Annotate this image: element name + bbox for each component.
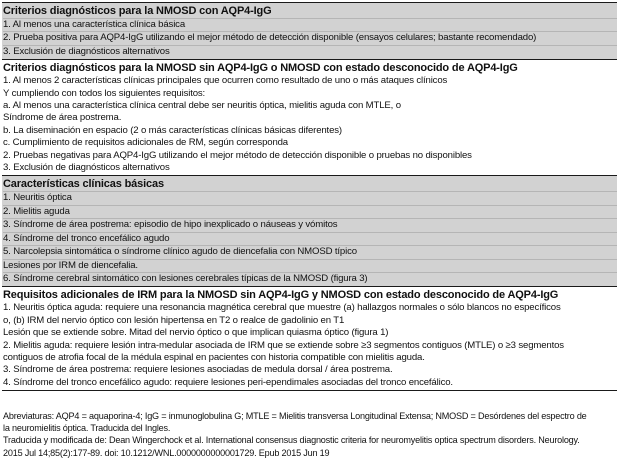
footnote-line: 2015 Jul 14;85(2):177-89. doi: 10.1212/WNL.0000000000001729. Epub 2015 Jun 19 [3,447,330,458]
criteria-line: 1. Neuritis óptica [3,191,617,204]
criteria-line: 2. Mielitis aguda: requiere lesión intra-medular asociada de IRM que se extiende sobre ≥3 segmentos contiguos (MTLE) o ≥3 segmentos [3,339,564,351]
criteria-line: Lesión que se extiende sobre. Mitad del nervio óptico o que implican quiasma óptico (figura 1) [3,327,389,339]
criteria-section [2,176,617,287]
section-title: Criterios diagnósticos para la NMOSD con AQP4-IgG [3,5,272,17]
criteria-line: 5. Narcolepsia sintomática o síndrome clínico agudo de diencefalia con NMOSD típico [3,245,617,258]
section-title: Criterios diagnósticos para la NMOSD sin AQP4-IgG o NMOSD con estado desconocido de AQP4-IgG [3,62,518,75]
criteria-line: c. Cumplimiento de requisitos adicionales de RM, según corresponda [3,137,288,149]
criteria-line: a. Al menos una característica clínica central debe ser neuritis óptica, mielitis aguda con MTLE, o [3,100,401,112]
criteria-line: 2. Pruebas negativas para AQP4-IgG utilizando el mejor método de detección disponible o pruebas no disponibles [3,149,472,161]
criteria-line: Y cumpliendo con todos los siguientes requisitos: [3,87,206,99]
criteria-line: 4. Síndrome del tronco encefálico agudo: requiere lesiones peri-ependimales asociadas del tronco encefálico. [3,376,453,388]
criteria-line: 3. Síndrome de área postrema: requiere lesiones asociadas de medula dorsal / área postrema. [3,364,393,376]
criteria-line: 3. Síndrome de área postrema: episodio de hipo inexplicado o náuseas y vómitos [3,218,617,231]
criteria-section [2,287,617,391]
criteria-line: 3. Exclusión de diagnósticos alternativos [3,45,617,58]
criteria-line: o, (b) IRM del nervio óptico con lesión hipertensa en T2 o realce de gadolinio en T1 [3,314,345,326]
criteria-section [2,60,617,176]
criteria-line: 2. Prueba positiva para AQP4-IgG utilizando el mejor método de detección disponible (ensayos celulares; bastante recomendado) [3,31,617,44]
criteria-line: 1. Neuritis óptica aguda: requiere una resonancia magnética cerebral que muestre (a) hallazgos normales o sólo blancos no específicos [3,302,561,314]
criteria-table [2,2,617,391]
criteria-line: Lesiones por IRM de diencefalia. [3,259,617,272]
table-footnote [3,410,617,459]
criteria-line: contiguos de atrofia focal de la médula espinal en pacientes con historia compatible con mielitis aguda. [3,351,425,363]
criteria-line: b. La diseminación en espacio (2 o más características clínicas básicas diferentes) [3,124,342,136]
criteria-line: 6. Síndrome cerebral sintomático con lesiones cerebrales típicas de la NMOSD (figura 3) [3,272,617,285]
criteria-line: 3. Exclusión de diagnósticos alternativos [3,162,170,174]
criteria-line: Síndrome de área postrema. [3,112,122,124]
criteria-section [2,3,617,60]
criteria-line: 2. Mielitis aguda [3,205,617,218]
footnote-line: Abreviaturas: AQP4 = aquaporina-4; IgG = inmunoglobulina G; MTLE = Mielitis transversa Longitudinal Extensa; NMOSD = Desórdenes del espectro de [3,411,587,421]
criteria-line: 4. Síndrome del tronco encefálico agudo [3,232,617,245]
footnote-line: Traducida y modificada de: Dean Wingerchock et al. International consensus diagnostic criteria for neuromyelitis optica spectrum disorders. Neurology. [3,435,580,446]
section-title: Características clínicas básicas [3,178,164,191]
footnote-line: la neuromielitis óptica. Traducida del Ingles. [3,423,171,434]
criteria-line: 1. Al menos 2 características clínicas principales que ocurren como resultado de uno o más ataques clínicos [3,75,448,87]
criteria-line: 1. Al menos una característica clínica básica [3,18,617,31]
section-title: Requisitos adicionales de IRM para la NMOSD sin AQP4-IgG y NMOSD con estado desconocido de AQP4-IgG [3,289,559,302]
